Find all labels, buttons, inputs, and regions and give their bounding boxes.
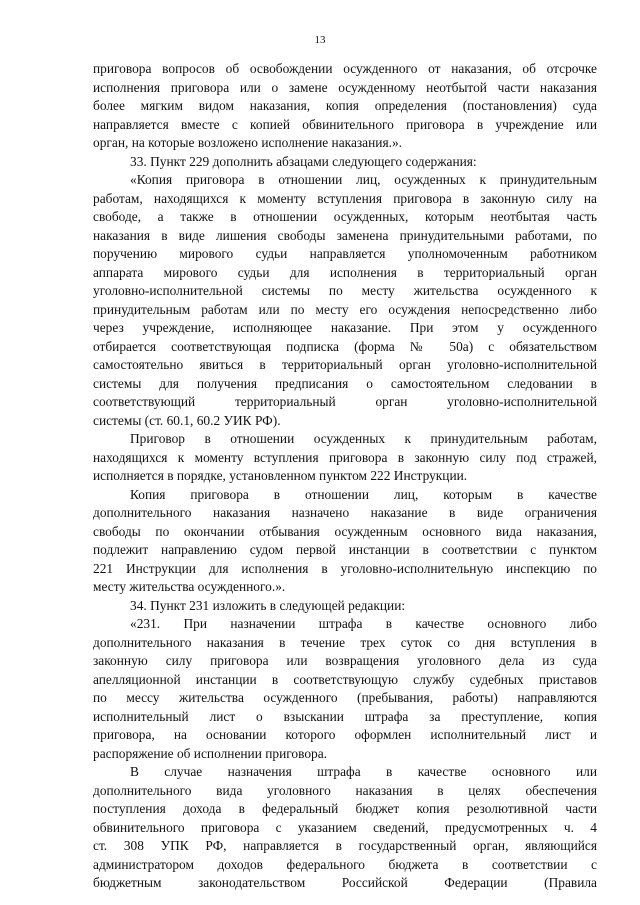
text-line: системы (ст. 60.1, 60.2 УИК РФ).	[93, 412, 281, 428]
text-line: поручению мирового судьи направляется уполномоченным работником	[93, 246, 597, 261]
text-line: системы для получения предписания о самостоятельном следовании в	[93, 375, 597, 391]
text-line: приговора, на основании которого оформлен исполнительный лист и	[93, 727, 597, 742]
text-line: отбирается соответствующая подписка (форма № 50а) с обязательством	[93, 338, 597, 354]
text-line: орган, на которые возложено исполнение наказания.».	[93, 135, 403, 150]
text-line: 221 Инструкции для исполнения в уголовно-исполнительную инспекцию по	[93, 560, 597, 576]
text-line: Приговор в отношении осужденных к принудительным работам,	[130, 431, 597, 446]
page-number: 13	[314, 34, 326, 46]
text-line: поступления дохода в федеральный бюджет копия резолютивной части	[93, 801, 597, 816]
text-line: дополнительного вида уголовного наказания в целях обеспечения	[93, 782, 597, 798]
text-line: бюджетным законодательством Российской Федерации (Правила	[93, 875, 597, 890]
text-line: направляется вместе с копией обвинительного приговора в учреждение или	[93, 116, 597, 132]
text-line: аппарата мирового судьи для исполнения в территориальный орган	[93, 264, 597, 280]
text-line: обвинительного приговора с указанием сведений, предусмотренных ч. 4	[93, 819, 597, 835]
text-line: свободы по окончании отбывания осужденным основного вида наказания,	[93, 523, 597, 539]
document-body	[93, 60, 597, 893]
text-line: Копия приговора в отношении лиц, которым в качестве	[130, 486, 597, 502]
text-line: апелляционной инстанции в соответствующую службу судебных приставов	[93, 671, 597, 687]
text-line: 33. Пункт 229 дополнить абзацами следующего содержания:	[130, 153, 477, 169]
text-line: дополнительного наказания в течение трех суток со дня вступления в	[93, 634, 597, 650]
text-line: распоряжение об исполнении приговора.	[93, 745, 328, 761]
text-line: работам, находящихся к моменту вступления приговора в законную силу на	[93, 190, 597, 206]
text-line: наказания в виде лишения свободы заменена принудительными работами, по	[93, 227, 597, 243]
text-line: подлежит направлению судом первой инстанции в соответствии с пунктом	[93, 542, 597, 557]
text-line: «231. При назначении штрафа в качестве основного либо	[130, 616, 597, 631]
text-line: исполнения приговора или о замене осужденному неотбытой части наказания	[93, 79, 597, 95]
text-line: исполнительный лист о взыскании штрафа за преступление, копия	[93, 708, 597, 724]
text-line: через учреждение, исполняющее наказание. При этом у осужденного	[93, 320, 597, 335]
text-line: законную силу приговора или возвращения уголовного дела из суда	[93, 653, 597, 668]
text-line: приговора вопросов об освобождении осужденного от наказания, об отсрочке	[93, 61, 597, 76]
text-line: принудительным работам или по месту его осуждения непосредственно либо	[93, 301, 597, 317]
text-line: 34. Пункт 231 изложить в следующей редакции:	[130, 597, 406, 613]
text-line: уголовно-исполнительной системы по месту жительства осужденного к	[93, 283, 597, 298]
text-line: исполняется в порядке, установленном пунктом 222 Инструкции.	[93, 468, 468, 483]
text-line: ст. 308 УПК РФ, направляется в государственный орган, являющийся	[93, 838, 597, 853]
text-line: находящихся к моменту вступления приговора в законную силу под стражей,	[93, 449, 597, 465]
text-line: самостоятельно явиться в территориальный орган уголовно-исполнительной	[93, 357, 597, 372]
text-line: соответствующий территориальный орган уголовно-исполнительной	[93, 394, 597, 409]
text-line: более мягким видом наказания, копия определения (постановления) суда	[93, 98, 597, 113]
text-line: дополнительного наказания назначено наказание в виде ограничения	[93, 505, 597, 520]
text-line: по мессу жительства осужденного (пребывания, работы) направляются	[93, 690, 597, 705]
text-line: В случае назначения штрафа в качестве основного или	[130, 764, 597, 779]
text-line: администратором доходов федерального бюджета в соответствии с	[93, 856, 597, 872]
text-line: «Копия приговора в отношении лиц, осужденных к принудительным	[130, 172, 597, 187]
text-line: месту жительства осужденного.».	[93, 579, 286, 594]
text-line: свободе, а также в отношении осужденных, которым неотбытая часть	[93, 209, 597, 224]
